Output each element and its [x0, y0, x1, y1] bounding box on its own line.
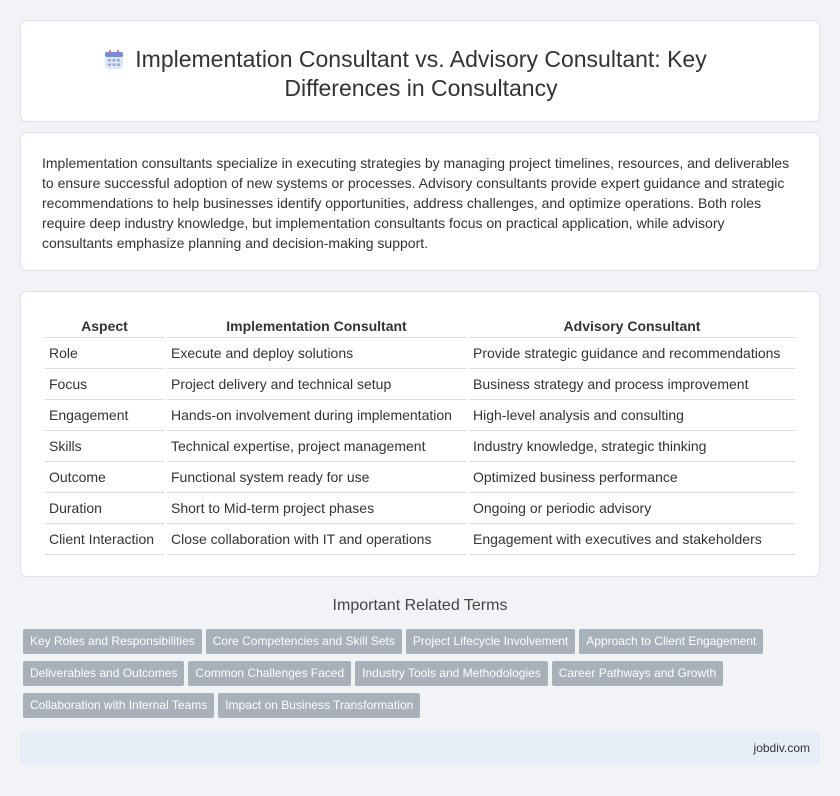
row-advisory: Engagement with executives and stakeholders — [469, 524, 795, 555]
tag-project-lifecycle[interactable]: Project Lifecycle Involvement — [406, 629, 575, 654]
row-implementation: Close collaboration with IT and operations — [167, 524, 466, 555]
row-aspect: Focus — [45, 369, 164, 400]
tag-deliverables[interactable]: Deliverables and Outcomes — [23, 661, 184, 686]
page-title: Implementation Consultant vs. Advisory Consultant: Key Differences in Consultancy — [135, 46, 707, 101]
table-row — [45, 400, 795, 431]
table-row — [45, 493, 795, 524]
row-advisory: Industry knowledge, strategic thinking — [469, 431, 795, 462]
row-implementation: Project delivery and technical setup — [167, 369, 466, 400]
tag-industry-tools[interactable]: Industry Tools and Methodologies — [355, 661, 548, 686]
row-advisory: Provide strategic guidance and recommendations — [469, 338, 795, 369]
row-implementation: Technical expertise, project management — [167, 431, 466, 462]
tag-common-challenges[interactable]: Common Challenges Faced — [188, 661, 351, 686]
comparison-card — [20, 291, 820, 577]
header-advisory: Advisory Consultant — [469, 314, 795, 338]
table-row — [45, 369, 795, 400]
tag-career-pathways[interactable]: Career Pathways and Growth — [552, 661, 723, 686]
row-aspect: Skills — [45, 431, 164, 462]
row-aspect: Client Interaction — [45, 524, 164, 555]
row-implementation: Hands-on involvement during implementation — [167, 400, 466, 431]
row-aspect: Engagement — [45, 400, 164, 431]
header-aspect: Aspect — [45, 314, 164, 338]
tag-core-competencies[interactable]: Core Competencies and Skill Sets — [206, 629, 402, 654]
row-implementation: Short to Mid-term project phases — [167, 493, 466, 524]
table-row — [45, 431, 795, 462]
tag-key-roles[interactable]: Key Roles and Responsibilities — [23, 629, 202, 654]
row-aspect: Role — [45, 338, 164, 369]
row-implementation: Execute and deploy solutions — [167, 338, 466, 369]
header-card — [20, 20, 820, 122]
row-aspect: Duration — [45, 493, 164, 524]
footer — [20, 732, 820, 765]
row-advisory: Business strategy and process improvement — [469, 369, 795, 400]
related-terms-title: Important Related Terms — [332, 597, 508, 614]
related-tags — [23, 629, 813, 725]
intro-text: Implementation consultants specialize in executing strategies by managing project timelines, resources, and deliverables to ensure successful adoption of new systems or processes. Advisory consultants provide expert guidance and strategic recommendations to help businesses identify opportunities, address challenges, and optimize operations. Both roles require deep industry knowledge, but implementation consultants focus on practical application, while advisory consultants emphasize planning and decision-making support. — [42, 155, 790, 251]
tag-client-engagement[interactable]: Approach to Client Engagement — [579, 629, 763, 654]
footer-site[interactable]: jobdiv.com — [753, 741, 810, 755]
title-row — [21, 45, 821, 103]
table-header-row — [45, 314, 795, 338]
tag-collaboration[interactable]: Collaboration with Internal Teams — [23, 693, 214, 718]
table-row — [45, 462, 795, 493]
comparison-table — [42, 314, 798, 555]
tag-business-transformation[interactable]: Impact on Business Transformation — [218, 693, 420, 718]
row-advisory: Optimized business performance — [469, 462, 795, 493]
table-row — [45, 338, 795, 369]
row-advisory: Ongoing or periodic advisory — [469, 493, 795, 524]
row-implementation: Functional system ready for use — [167, 462, 466, 493]
row-advisory: High-level analysis and consulting — [469, 400, 795, 431]
header-implementation: Implementation Consultant — [167, 314, 466, 338]
intro-card — [20, 132, 820, 271]
calendar-icon — [103, 49, 125, 71]
table-row — [45, 524, 795, 555]
row-aspect: Outcome — [45, 462, 164, 493]
